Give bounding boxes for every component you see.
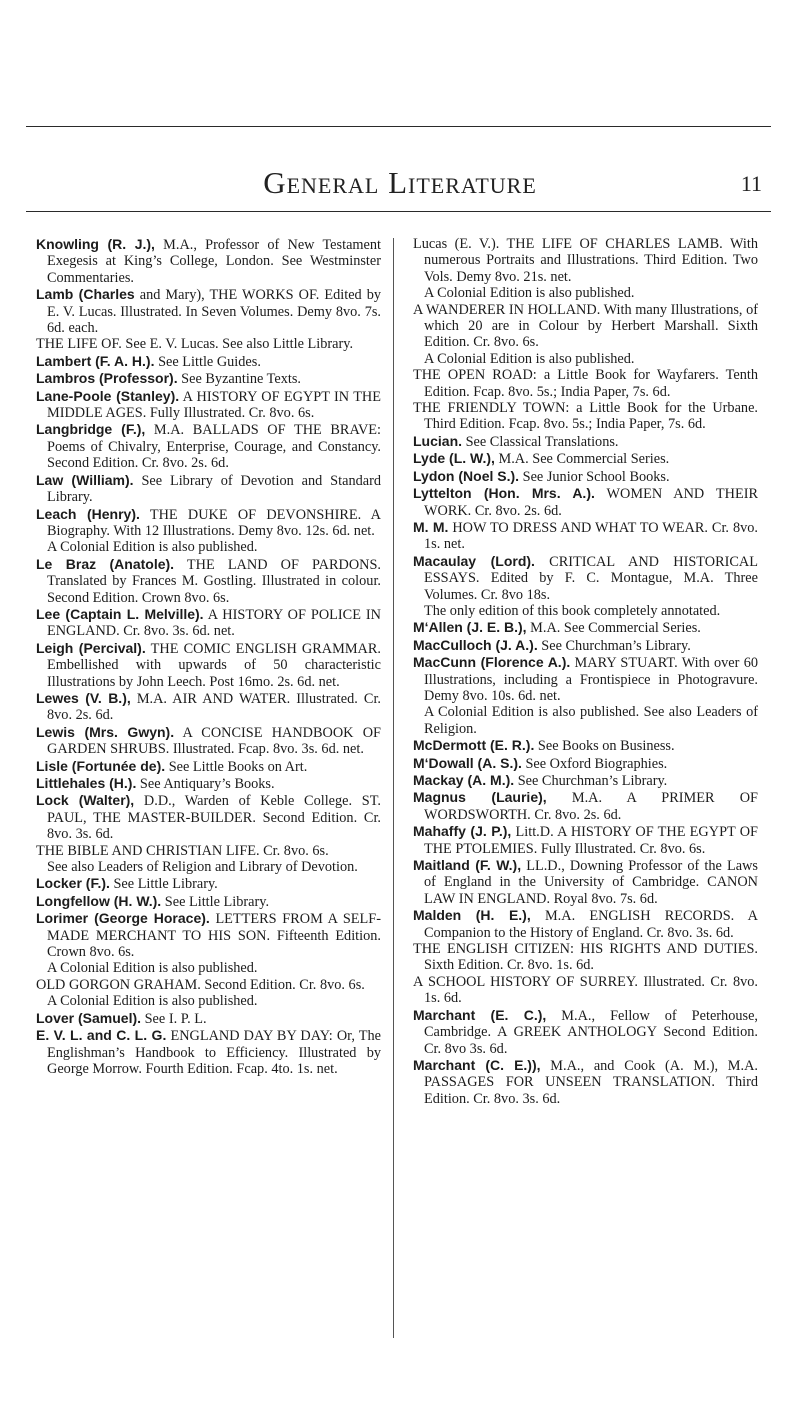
entry-text: M.A. See Commercial Series.	[494, 451, 670, 468]
entry-author: M‘Dowall (A. S.).	[413, 754, 522, 771]
page-title: General Literature	[263, 165, 537, 200]
catalogue-entry	[36, 370, 381, 387]
entry-text: Litt.D. A HISTORY OF THE EGYPT OF THE PTOLEMIES. Fully Illustrated. Cr. 8vo. 6s.	[424, 824, 758, 857]
entry-text: See Library of Devotion and Standard Library.	[47, 472, 381, 506]
entry-text: M.A. AIR AND WATER. Illustrated. Cr. 8vo. 2s. 6d.	[47, 690, 381, 724]
entry-author: Lee (Captain L. Melville).	[36, 605, 204, 622]
entry-author: Lock (Walter),	[36, 792, 135, 809]
entry-text: THE DUKE OF DEVONSHIRE. A Biography. With 12 Illustrations. Demy 8vo. 12s. 6d. net.	[47, 506, 381, 539]
catalogue-entry	[36, 993, 381, 1009]
entry-text: See Little Guides.	[154, 353, 261, 370]
entry-text: A SCHOOL HISTORY OF SURREY. Illustrated. Cr. 8vo. 1s. 6d.	[413, 973, 758, 1007]
catalogue-entry	[413, 553, 758, 603]
catalogue-entry	[413, 400, 758, 433]
entry-text: ENGLAND DAY BY DAY: Or, The Englishman’s Handbook to Efficiency. Illustrated by George Morrow. Fourth Edition. Fcap. 4to. 1s. net.	[47, 1028, 381, 1077]
entry-text: See I. P. L.	[141, 1010, 207, 1027]
catalogue-entry	[413, 603, 758, 619]
entry-text: LETTERS FROM A SELF-MADE MERCHANT TO HIS SON. Fifteenth Edition. Crown 8vo. 6s.	[47, 911, 381, 961]
entry-text: A WANDERER IN HOLLAND. With many Illustrations, of which 20 are in Colour by Herbert Marshall. Sixth Edition. Cr. 8vo. 6s.	[413, 301, 758, 351]
entry-text: THE COMIC ENGLISH GRAMMAR. Embellished with upwards of 50 characteristic Illustrations by John Leech. Post 16mo. 2s. 6d. net.	[47, 640, 381, 690]
catalogue-entry	[413, 737, 758, 754]
entry-text: See Classical Translations.	[462, 433, 619, 450]
running-header	[0, 165, 800, 205]
entry-text: THE OPEN ROAD: a Little Book for Wayfarers. Tenth Edition. Fcap. 8vo. 5s.; India Paper, 7s. 6d.	[413, 367, 758, 400]
entry-text: M.A. BALLADS OF THE BRAVE: Poems of Chivalry, Enterprise, Courage, and Constancy. Second Edition. Cr. 8vo. 2s. 6d.	[47, 422, 381, 472]
entry-author: Malden (H. E.),	[413, 907, 531, 924]
catalogue-entry	[413, 619, 758, 636]
entry-text: MARY STUART. With over 60 Illustrations, including a Frontispiece in Photogravure. Demy 8vo. 10s. 6d. net.	[424, 655, 758, 704]
catalogue-entry	[413, 772, 758, 789]
entry-text: See Little Library.	[161, 893, 270, 910]
entry-author: Le Braz (Anatole).	[36, 555, 175, 572]
entry-text: M.A. ENGLISH RECORDS. A Companion to the History of England. Cr. 8vo. 3s. 6d.	[424, 908, 758, 941]
entry-text: D.D., Warden of Keble College. ST. PAUL, THE MASTER-BUILDER. Second Edition. Cr. 8vo. 3s. 6d.	[47, 793, 381, 843]
catalogue-entry	[36, 960, 381, 976]
catalogue-entry	[413, 857, 758, 907]
entry-text: HOW TO DRESS AND WHAT TO WEAR. Cr. 8vo. 1s. net.	[424, 519, 758, 553]
entry-author: E. V. L. and C. L. G.	[36, 1027, 167, 1044]
entry-text: THE LAND OF PARDONS. Translated by Frances M. Gostling. Illustrated in colour. Second Edition. Crown 8vo. 6s.	[47, 556, 381, 606]
catalogue-entry	[36, 388, 381, 422]
catalogue-entry	[36, 1027, 381, 1077]
entry-author: Law (William).	[36, 471, 134, 488]
entry-author: MacCulloch (J. A.).	[413, 636, 538, 653]
entry-text: See Little Books on Art.	[165, 758, 308, 775]
entry-text: M.A. See Commercial Series.	[526, 620, 701, 637]
entry-author: Lane-Poole (Stanley).	[36, 387, 180, 404]
entry-text: M.A., Professor of New Testament Exegesis at King’s College, London. See Westminster Commentaries.	[47, 237, 381, 286]
entry-text: CRITICAL AND HISTORICAL ESSAYS. Edited by F. C. Montague, M.A. Three Volumes. Cr. 8vo 18s.	[424, 553, 758, 603]
catalogue-entry	[413, 519, 758, 553]
column-divider	[393, 238, 394, 1338]
catalogue-entry	[413, 351, 758, 367]
catalogue-entry	[413, 285, 758, 301]
entry-text: WOMEN AND THEIR WORK. Cr. 8vo. 2s. 6d.	[424, 486, 758, 519]
catalogue-entry	[413, 823, 758, 857]
entry-text: See Churchman’s Library.	[537, 637, 691, 654]
catalogue-entry	[413, 485, 758, 519]
catalogue-entry	[36, 875, 381, 892]
catalogue-entry	[413, 468, 758, 485]
entry-author: Littlehales (H.).	[36, 775, 137, 791]
catalogue-entry	[36, 472, 381, 506]
entry-author: Lambros (Professor).	[36, 370, 178, 387]
entry-author: Mahaffy (J. P.),	[413, 823, 512, 840]
catalogue-entry	[413, 704, 758, 737]
entry-text: See Books on Business.	[534, 738, 675, 755]
catalogue-entry	[36, 758, 381, 775]
entry-text: A Colonial Edition is also published.	[47, 539, 258, 556]
catalogue-entry	[36, 792, 381, 842]
entry-text: OLD GORGON GRAHAM. Second Edition. Cr. 8vo. 6s.	[36, 976, 365, 993]
catalogue-entry	[413, 941, 758, 974]
entry-text: See also Leaders of Religion and Library of Devotion.	[47, 859, 358, 876]
catalogue-entry	[413, 637, 758, 654]
entry-author: Knowling (R. J.),	[36, 236, 155, 252]
entry-author: McDermott (E. R.).	[413, 737, 535, 754]
catalogue-entry	[36, 977, 381, 993]
catalogue-entry	[413, 755, 758, 772]
catalogue-entry	[413, 433, 758, 450]
catalogue-entry	[413, 907, 758, 941]
catalogue-entry	[36, 539, 381, 555]
catalogue-entry	[36, 286, 381, 336]
entry-author: M‘Allen (J. E. B.),	[413, 619, 527, 636]
entry-text: A CONCISE HANDBOOK OF GARDEN SHRUBS. Illustrated. Fcap. 8vo. 3s. 6d. net.	[47, 724, 381, 758]
catalogue-entry	[36, 353, 381, 370]
catalogue-entry	[36, 910, 381, 960]
entry-text: Lucas (E. V.). THE LIFE OF CHARLES LAMB. With numerous Portraits and Illustrations. Third Edition. Two Vols. Demy 8vo. 21s. net.	[413, 236, 758, 285]
entry-text: LL.D., Downing Professor of the Laws of England in the University of Cambridge. CANON LAW IN ENGLAND. Royal 8vo. 7s. 6d.	[424, 858, 758, 907]
catalogue-entry	[36, 506, 381, 540]
entry-text: See Antiquary’s Books.	[136, 776, 275, 792]
entry-author: Maitland (F. W.),	[413, 857, 522, 874]
entry-text: A Colonial Edition is also published.	[424, 350, 635, 367]
entry-text: The only edition of this book completely annotated.	[424, 602, 721, 619]
left-column	[36, 236, 381, 1376]
catalogue-entry	[36, 236, 381, 286]
catalogue-entry	[413, 974, 758, 1007]
entry-text: M.A., and Cook (A. M.), M.A. PASSAGES FOR UNSEEN TRANSLATION. Third Edition. Cr. 8vo. 3s. 6d.	[424, 1057, 758, 1107]
entry-author: Magnus (Laurie),	[413, 789, 547, 806]
entry-author: Leach (Henry).	[36, 505, 140, 522]
entry-author: MacCunn (Florence A.).	[413, 654, 571, 671]
entry-author: Lewis (Mrs. Gwyn).	[36, 723, 175, 740]
entry-text: THE ENGLISH CITIZEN: HIS RIGHTS AND DUTIES. Sixth Edition. Cr. 8vo. 1s. 6d.	[413, 941, 758, 974]
entry-author: Macaulay (Lord).	[413, 552, 535, 569]
entry-text: A Colonial Edition is also published.	[424, 285, 635, 302]
entry-author: Lydon (Noel S.).	[413, 467, 520, 484]
entry-text: A Colonial Edition is also published. See also Leaders of Religion.	[424, 704, 758, 737]
entry-text: THE FRIENDLY TOWN: a Little Book for the Urbane. Third Edition. Fcap. 8vo. 5s.; India Paper, 7s. 6d.	[413, 400, 758, 433]
right-column	[413, 236, 758, 1376]
entry-author: Longfellow (H. W.).	[36, 892, 162, 909]
entry-text: A Colonial Edition is also published.	[47, 960, 258, 977]
catalogue-entry	[413, 367, 758, 400]
entry-text: THE BIBLE AND CHRISTIAN LIFE. Cr. 8vo. 6s.	[36, 842, 329, 859]
entry-text: A Colonial Edition is also published.	[47, 993, 258, 1010]
catalogue-entry	[36, 640, 381, 690]
entry-author: Lucian.	[413, 432, 463, 449]
catalogue-entry	[36, 690, 381, 724]
catalogue-entry	[36, 556, 381, 606]
catalogue-entry	[36, 421, 381, 471]
catalogue-entry	[36, 606, 381, 640]
entry-text: See Byzantine Texts.	[177, 371, 302, 388]
catalogue-entry	[36, 724, 381, 758]
entry-author: Lyttelton (Hon. Mrs. A.).	[413, 485, 595, 502]
catalogue-entry	[413, 1057, 758, 1107]
entry-text: See Oxford Biographies.	[521, 755, 668, 772]
entry-text: A HISTORY OF POLICE IN ENGLAND. Cr. 8vo. 3s. 6d. net.	[47, 606, 381, 640]
entry-author: Mackay (A. M.).	[413, 772, 515, 788]
catalogue-entry	[413, 1007, 758, 1057]
page-number: 11	[740, 171, 762, 196]
entry-author: M. M.	[413, 518, 449, 535]
entry-author: Leigh (Percival).	[36, 639, 146, 656]
entry-author: Lambert (F. A. H.).	[36, 352, 155, 369]
entry-text: and Mary), THE WORKS OF. Edited by E. V. Lucas. Illustrated. In Seven Volumes. Demy 8vo. 7s. 6d. each.	[47, 287, 381, 337]
entry-text: THE LIFE OF. See E. V. Lucas. See also Little Library.	[36, 336, 354, 353]
entry-author: Lisle (Fortunée de).	[36, 757, 166, 774]
entry-author: Marchant (C. E.)),	[413, 1056, 541, 1073]
catalogue-entry	[36, 843, 381, 859]
catalogue-entry	[413, 450, 758, 467]
entry-text: A HISTORY OF EGYPT IN THE MIDDLE AGES. Fully Illustrated. Cr. 8vo. 6s.	[47, 388, 381, 422]
header-rule	[26, 211, 771, 212]
entry-author: Marchant (E. C.),	[413, 1006, 547, 1023]
entry-text: M.A., Fellow of Peterhouse, Cambridge. A GREEK ANTHOLOGY Second Edition. Cr. 8vo 3s. 6d.	[424, 1007, 758, 1057]
entry-author: Lover (Samuel).	[36, 1009, 142, 1026]
top-rule	[26, 126, 771, 127]
catalogue-entry	[36, 893, 381, 910]
entry-author: Lamb (Charles	[36, 286, 135, 303]
catalogue-entry	[413, 236, 758, 285]
entry-author: Lyde (L. W.),	[413, 450, 495, 467]
entry-author: Lorimer (George Horace).	[36, 910, 210, 927]
catalogue-entry	[36, 775, 381, 792]
entry-text: See Little Library.	[109, 876, 218, 893]
entry-text: M.A. A PRIMER OF WORDSWORTH. Cr. 8vo. 2s. 6d.	[424, 790, 758, 823]
entry-author: Locker (F.).	[36, 875, 110, 892]
catalogue-entry	[413, 302, 758, 351]
entry-author: Lewes (V. B.),	[36, 689, 131, 706]
catalogue-entry	[36, 859, 381, 875]
entry-text: See Junior School Books.	[519, 468, 670, 485]
entry-text: See Churchman’s Library.	[514, 773, 668, 789]
catalogue-entry	[413, 654, 758, 704]
catalogue-entry	[413, 789, 758, 823]
catalogue-entry	[36, 1010, 381, 1027]
catalogue-entry	[36, 336, 381, 352]
entry-author: Langbridge (F.),	[36, 421, 146, 438]
